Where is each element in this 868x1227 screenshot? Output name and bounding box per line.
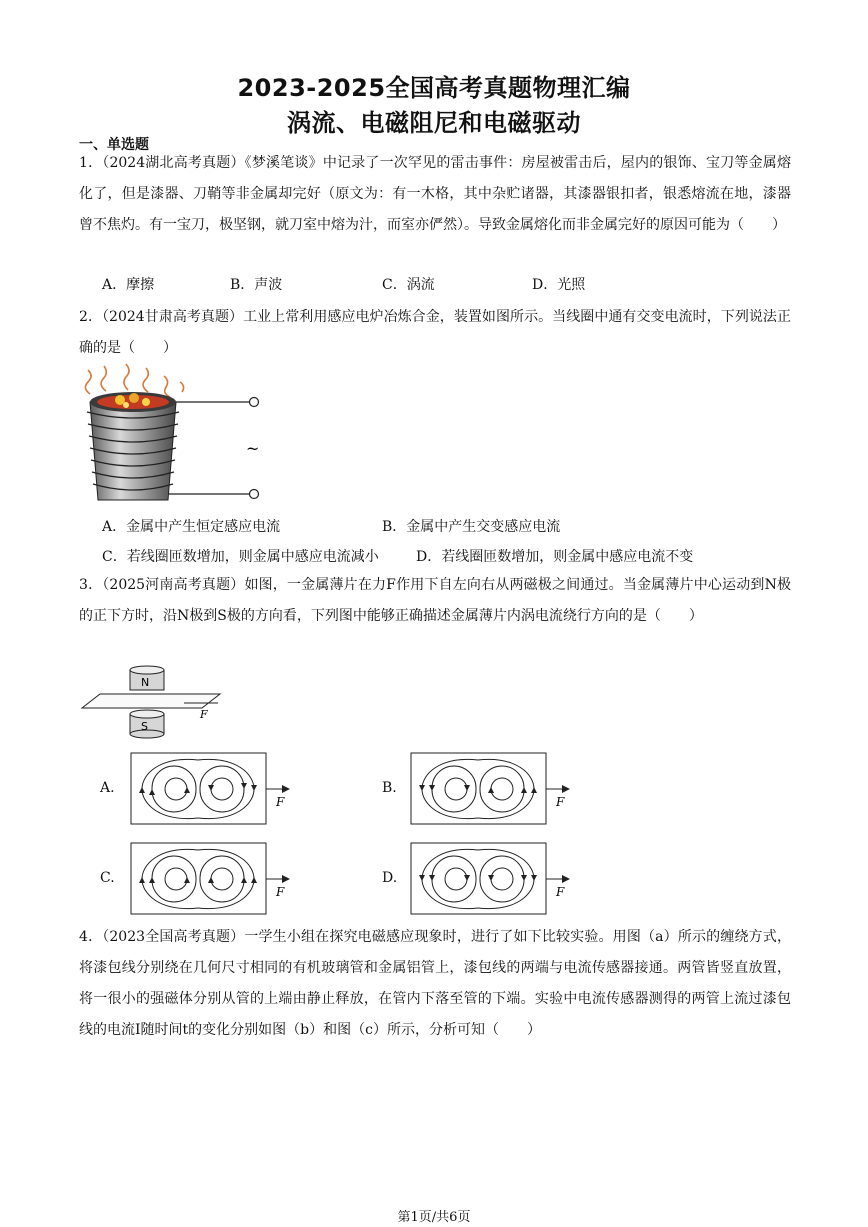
section-title: 一、单选题 bbox=[79, 137, 149, 153]
svg-text:F: F bbox=[200, 708, 208, 721]
q1-option-c: C．涡流 bbox=[382, 277, 435, 293]
svg-text:S: S bbox=[141, 720, 148, 733]
question-1-stem: 1．（2024湖北高考真题）《梦溪笔谈》中记录了一次罕见的雷击事件：房屋被雷击后，屋内的银饰、宝刀等金属熔化了，但是漆器、刀鞘等非金属却完好（原文为：有一木格，其中杂贮诸器，其漆器银扣者，银悉熔流在地，漆器曾不焦灼。有一宝刀，极坚钢，就刀室中熔为汁，而室亦俨然）。导致金属熔化而非金属完好的原因可能为（ ） bbox=[79, 155, 791, 233]
page-subtitle: 涡流、电磁阻尼和电磁驱动 bbox=[287, 109, 581, 137]
induction-furnace-figure bbox=[76, 362, 276, 512]
question-3-stem: 3．（2025河南高考真题）如图，一金属薄片在力F作用下自左向右从两磁极之间通过。当金属薄片中心运动到N极的正下方时，沿N极到S极的方向看，下列图中能够正确描述金属薄片内涡电流绕行方向的是（ ） bbox=[79, 577, 791, 624]
svg-text:F: F bbox=[276, 885, 285, 899]
page-title: 2023-2025全国高考真题物理汇编 bbox=[237, 74, 631, 102]
q2-option-c: C．若线圈匝数增加，则金属中感应电流减小 bbox=[102, 549, 379, 565]
svg-text:N: N bbox=[141, 676, 150, 689]
q3-option-a-label: A. bbox=[100, 780, 115, 796]
south-magnet-icon bbox=[130, 710, 164, 738]
q3-option-d-label: D. bbox=[382, 870, 398, 886]
magnet-sheet-figure bbox=[80, 664, 230, 744]
question-2-stem: 2．（2024甘肃高考真题）工业上常利用感应电炉冶炼合金，装置如图所示。当线圈中通有交变电流时，下列说法正确的是（ ） bbox=[79, 309, 791, 356]
q1-option-d: D．光照 bbox=[532, 277, 586, 293]
north-magnet-icon bbox=[130, 666, 164, 690]
svg-text:F: F bbox=[276, 795, 285, 809]
q2-option-b: B．金属中产生交变感应电流 bbox=[382, 519, 561, 535]
svg-text:F: F bbox=[556, 885, 565, 899]
q3-option-b-figure bbox=[410, 752, 580, 826]
q3-option-b-label: B. bbox=[382, 780, 397, 796]
q2-option-a: A．金属中产生恒定感应电流 bbox=[102, 519, 281, 535]
page-number: 第1页/共6页 bbox=[397, 1210, 471, 1225]
q3-option-d-figure bbox=[410, 842, 580, 916]
ac-symbol: ~ bbox=[246, 439, 260, 458]
q3-option-c-figure bbox=[130, 842, 300, 916]
svg-text:F: F bbox=[556, 795, 565, 809]
q3-option-c-label: C. bbox=[100, 870, 115, 886]
question-4-stem: 4．（2023全国高考真题）一学生小组在探究电磁感应现象时，进行了如下比较实验。用图（a）所示的缠绕方式，将漆包线分别绕在几何尺寸相同的有机玻璃管和金属铝管上，漆包线的两端与电流传感器接通。两管皆竖直放置，将一很小的强磁体分别从管的上端由静止释放，在管内下落至管的下端。实验中电流传感器测得的两管上流过漆包线的电流I随时间t的变化分别如图（b）和图（c）所示，分析可知（ ） bbox=[79, 929, 791, 1038]
q2-option-d: D．若线圈匝数增加，则金属中感应电流不变 bbox=[416, 549, 694, 565]
q1-option-b: B．声波 bbox=[230, 277, 283, 293]
q3-option-a-figure bbox=[130, 752, 300, 826]
q1-option-a: A．摩擦 bbox=[102, 277, 155, 293]
